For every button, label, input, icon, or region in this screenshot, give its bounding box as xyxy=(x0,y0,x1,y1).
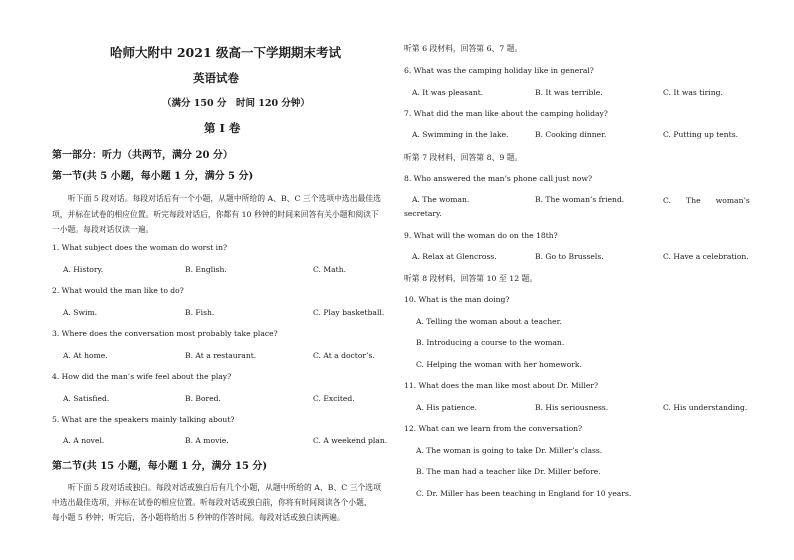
option-c-continued: secretary. xyxy=(404,209,442,218)
option-a: A. Telling the woman about a teacher. xyxy=(416,317,562,326)
option-c: C. Excited. xyxy=(313,394,355,403)
question-stem: 8. Who answered the man’s phone call just now? xyxy=(404,174,593,183)
question-stem: 9. What will the woman do on the 18th? xyxy=(404,231,558,240)
option-b: B. Cooking dinner. xyxy=(535,130,607,139)
question-stem: 11. What does the man like most about Dr. Miller? xyxy=(404,381,599,390)
option-b: B. English. xyxy=(185,265,227,274)
question-stem: 2. What would the man like to do? xyxy=(52,286,184,295)
question-stem: 7. What did the man like about the camping holiday? xyxy=(404,109,608,118)
question-stem: 5. What are the speakers mainly talking about? xyxy=(52,415,235,424)
option-b: B. The man had a teacher like Dr. Miller before. xyxy=(416,467,601,476)
option-a: A. At home. xyxy=(63,351,108,360)
score-time: （满分 150 分 时间 120 分钟） xyxy=(162,98,310,109)
option-b: B. The woman’s friend. xyxy=(535,195,625,204)
option-b: B. Bored. xyxy=(185,394,221,403)
option-c: C. His understanding. xyxy=(663,403,748,412)
option-a: A. It was pleasant. xyxy=(412,88,484,97)
section1-instruction-line: 一小题。每段对话仅读一遍。 xyxy=(52,225,154,234)
option-c: C. Math. xyxy=(313,265,347,274)
option-a: A. Swimming in the lake. xyxy=(412,130,509,139)
material-heading: 听第 8 段材料，回答第 10 至 12 题。 xyxy=(404,274,538,283)
question-stem: 6. What was the camping holiday like in general? xyxy=(404,66,594,75)
option-a: A. History. xyxy=(63,265,104,274)
section2-instruction-line: 每小题 5 秒钟；听完后，各小题将给出 5 秒钟的作答时间。每段对话或独白读两遍。 xyxy=(52,513,345,522)
option-b: B. His seriousness. xyxy=(535,403,609,412)
exam-title: 哈师大附中 2021 级高一下学期期末考试 xyxy=(110,45,341,60)
option-c: C. Putting up tents. xyxy=(663,130,739,139)
option-a: A. The woman is going to take Dr. Miller’s class. xyxy=(416,446,603,455)
option-b: B. At a restaurant. xyxy=(185,351,257,360)
material-heading: 听第 6 段材料，回答第 6、7 题。 xyxy=(404,44,523,53)
option-b: B. Go to Brussels. xyxy=(535,252,604,261)
section2-heading: 第二节(共 15 小题，每小题 1 分，满分 15 分) xyxy=(52,461,268,472)
question-stem: 10. What is the man doing? xyxy=(404,295,510,304)
option-b: B. A movie. xyxy=(185,436,229,445)
question-stem: 4. How did the man’s wife feel about the play? xyxy=(52,372,232,381)
option-c: C. Helping the woman with her homework. xyxy=(416,360,582,369)
option-a: A. His patience. xyxy=(416,403,478,412)
section1-instruction-line: 项，并标在试卷的相应位置。听完每段对话后，你都有 10 秒钟的时间来回答有关小题和阅读下 xyxy=(52,210,379,219)
section2-instruction-line: 听下面 5 段对话或独白。每段对话或独白后有几个小题，从题中所给的 A、B、C 三个选项 xyxy=(68,483,381,492)
section2-instruction-line: 中选出最佳选项，并标在试卷的相应位置。听每段对话或独白前，你将有时间阅读各个小题， xyxy=(52,498,372,507)
exam-subject: 英语试卷 xyxy=(193,71,239,85)
option-a: A. The woman. xyxy=(412,195,470,204)
option-c: C. It was tiring. xyxy=(663,88,723,97)
option-a: A. Relax at Glencross. xyxy=(412,252,497,261)
volume-label: 第 I 卷 xyxy=(204,121,241,135)
option-b: B. Fish. xyxy=(185,308,215,317)
question-stem: 12. What can we learn from the conversation? xyxy=(404,424,583,433)
section1-instruction-line: 听下面 5 段对话。每段对话后有一个小题，从题中所给的 A、B、C 三个选项中选出最佳选 xyxy=(68,194,381,203)
section1-heading: 第一节(共 5 小题，每小题 1 分，满分 5 分) xyxy=(52,171,254,182)
option-c: C. At a doctor’s. xyxy=(313,351,375,360)
question-stem: 3. Where does the conversation most probably take place? xyxy=(52,329,278,338)
option-c: C. A weekend plan. xyxy=(313,436,388,445)
option-a: A. A novel. xyxy=(63,436,105,445)
option-b: B. Introducing a course to the woman. xyxy=(416,338,565,347)
option-a: A. Swim. xyxy=(63,308,98,317)
option-c: C. Play basketball. xyxy=(313,308,385,317)
part1-heading: 第一部分：听力（共两节，满分 20 分） xyxy=(52,150,233,161)
material-heading: 听第 7 段材料，回答第 8、9 题。 xyxy=(404,153,523,162)
option-c: C. Have a celebration. xyxy=(663,252,749,261)
question-stem: 1. What subject does the woman do worst in? xyxy=(52,243,228,252)
option-a: A. Satisfied. xyxy=(63,394,110,403)
option-b: B. It was terrible. xyxy=(535,88,603,97)
option-c: C. Dr. Miller has been teaching in England for 10 years. xyxy=(416,489,632,498)
option-c: C. The woman’s xyxy=(663,196,750,205)
